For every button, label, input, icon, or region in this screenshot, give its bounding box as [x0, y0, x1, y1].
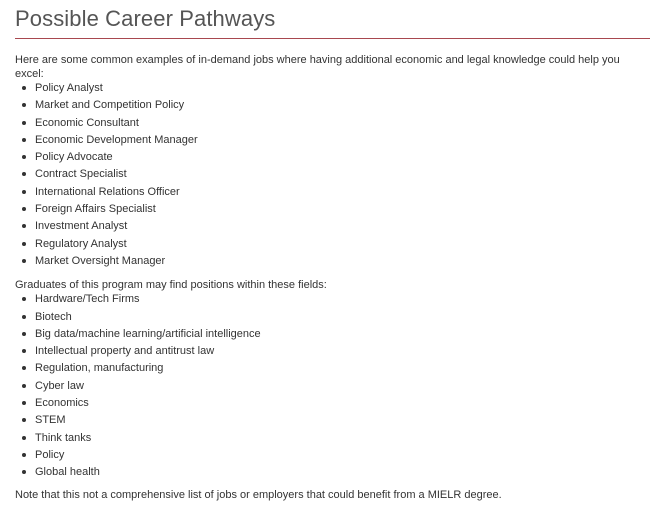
- field-label: Economics: [35, 397, 89, 410]
- list-item: [15, 202, 650, 219]
- list-item: [15, 413, 650, 430]
- bullet-icon: [22, 242, 26, 246]
- field-label: Cyber law: [35, 379, 84, 392]
- job-label: Policy Advocate: [35, 151, 113, 164]
- bullet-icon: [22, 172, 26, 176]
- list-item: [15, 133, 650, 150]
- bullet-icon: [22, 121, 26, 125]
- list-item: [15, 167, 650, 184]
- list-item: [15, 431, 650, 448]
- field-label: STEM: [35, 414, 66, 427]
- fields-intro-text: Graduates of this program may find positions within these fields:: [15, 279, 327, 292]
- bullet-icon: [22, 315, 26, 319]
- bullet-icon: [22, 418, 26, 422]
- bullet-icon: [22, 436, 26, 440]
- list-item: [15, 361, 650, 378]
- list-item: [15, 81, 650, 98]
- bullet-icon: [22, 259, 26, 263]
- job-label: Investment Analyst: [35, 220, 128, 233]
- career-pathways-section: [15, 0, 650, 502]
- bullet-icon: [22, 297, 26, 301]
- list-item: [15, 396, 650, 413]
- list-item: [15, 465, 650, 482]
- job-label: Market and Competition Policy: [35, 99, 185, 112]
- list-item: [15, 379, 650, 396]
- job-label: International Relations Officer: [35, 185, 180, 198]
- list-item: [15, 344, 650, 361]
- bullet-icon: [22, 86, 26, 90]
- job-label: Economic Development Manager: [35, 133, 198, 146]
- bullet-icon: [22, 366, 26, 370]
- jobs-list: [15, 81, 650, 271]
- title-divider: [15, 38, 650, 39]
- list-item: [15, 185, 650, 202]
- list-item: [15, 98, 650, 115]
- bullet-icon: [22, 349, 26, 353]
- job-label: Contract Specialist: [35, 168, 127, 181]
- list-item: [15, 327, 650, 344]
- bullet-icon: [22, 470, 26, 474]
- field-label: Regulation, manufacturing: [35, 362, 164, 375]
- job-label: Economic Consultant: [35, 116, 139, 129]
- bullet-icon: [22, 138, 26, 142]
- list-item: [15, 310, 650, 327]
- list-item: [15, 219, 650, 236]
- fields-list: [15, 292, 650, 482]
- list-item: [15, 150, 650, 167]
- job-label: Foreign Affairs Specialist: [35, 203, 156, 216]
- field-label: Biotech: [35, 310, 72, 323]
- bullet-icon: [22, 224, 26, 228]
- job-label: Market Oversight Manager: [35, 254, 166, 267]
- bullet-icon: [22, 401, 26, 405]
- bullet-icon: [22, 207, 26, 211]
- bullet-icon: [22, 332, 26, 336]
- field-label: Big data/machine learning/artificial intelligence: [35, 327, 261, 340]
- field-label: Hardware/Tech Firms: [35, 293, 140, 306]
- job-label: Policy Analyst: [35, 82, 103, 94]
- bullet-icon: [22, 384, 26, 388]
- list-item: [15, 448, 650, 465]
- bullet-icon: [22, 190, 26, 194]
- field-label: Policy: [35, 448, 65, 461]
- bullet-icon: [22, 103, 26, 107]
- list-item: [15, 254, 650, 271]
- disclaimer-note: Note that this not a comprehensive list of jobs or employers that could benefit from a MIELR degree.: [15, 488, 502, 501]
- field-label: Think tanks: [35, 431, 92, 444]
- field-label: Intellectual property and antitrust law: [35, 345, 215, 358]
- intro-text: Here are some common examples of in-demand jobs where having additional economic and legal knowledge could help you excel:: [15, 54, 620, 80]
- list-item: [15, 237, 650, 254]
- bullet-icon: [22, 453, 26, 457]
- field-label: Global health: [35, 466, 100, 479]
- list-item: [15, 292, 650, 309]
- page-title: Possible Career Pathways: [15, 6, 276, 31]
- job-label: Regulatory Analyst: [35, 237, 127, 250]
- list-item: [15, 116, 650, 133]
- bullet-icon: [22, 155, 26, 159]
